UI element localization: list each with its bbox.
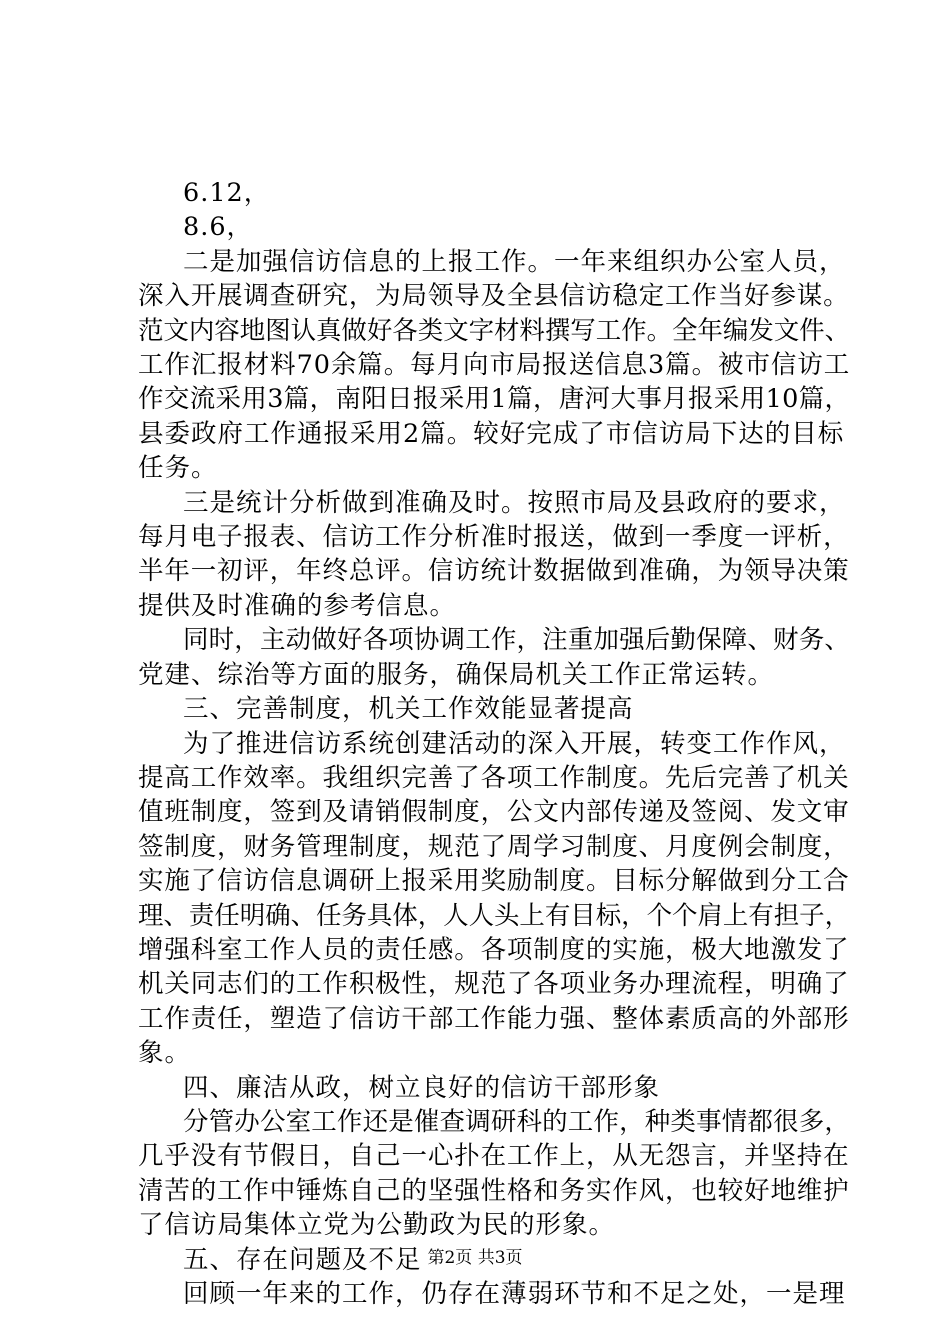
text-line: 工作汇报材料70余篇。每月向市局报送信息3篇。被市信访工 [138,350,851,381]
text-line: 6.12， [183,178,271,208]
text-line: 深入开展调查研究，为局领导及全县信访稳定工作当好参谋。 [138,281,850,312]
page-footer: 第2页 共3页 [427,1248,523,1268]
text-line: 半年一初评，年终总评。信访统计数据做到准确，为领导决策 [138,556,850,587]
text-line: 实施了信访信息调研上报采用奖励制度。目标分解做到分工合 [138,866,850,897]
paragraph [138,1105,850,1243]
text-line: 值班制度，签到及请销假制度，公文内部传递及签阅、发文审 [138,797,850,828]
text-line: 任务。 [138,453,218,484]
text-line: 四、廉洁从政，树立良好的信访干部形象 [183,1072,661,1103]
paragraph [138,1071,850,1105]
paragraph [138,486,850,624]
text-line: 理、责任明确、任务具体，人人头上有目标，个个肩上有担子， [138,900,851,931]
text-line: 签制度，财务管理制度，规范了周学习制度、月度例会制度， [138,831,850,862]
paragraph [138,692,850,726]
text-line: 增强科室工作人员的责任感。各项制度的实施，极大地激发了 [138,934,850,965]
text-line: 几乎没有节假日，自己一心扑在工作上，从无怨言，并坚持在 [138,1141,850,1172]
text-line: 机关同志们的工作积极性，规范了各项业务办理流程，明确了 [138,969,850,1000]
text-line: 范文内容地图认真做好各类文字材料撰写工作。全年编发文件、 [138,315,851,346]
text-line: 提供及时准确的参考信息。 [138,590,457,621]
text-line: 为了推进信访系统创建活动的深入开展，转变工作作风， [183,728,846,759]
text-line: 清苦的工作中锤炼自己的坚强性格和务实作风，也较好地维护 [138,1175,850,1206]
document-body [138,176,850,1311]
text-line: 8.6， [183,212,254,243]
paragraph [138,623,850,692]
text-line: 象。 [138,1038,192,1069]
text-line: 作交流采用3篇，南阳日报采用1篇，唐河大事月报采用10篇， [138,384,851,415]
paragraph [138,245,850,486]
text-line: 每月电子报表、信访工作分析准时报送，做到一季度一评析， [138,522,850,553]
text-line: 三是统计分析做到准确及时。按照市局及县政府的要求， [183,487,846,518]
paragraph [138,727,850,1071]
text-line: 提高工作效率。我组织完善了各项工作制度。先后完善了机关 [138,762,850,793]
paragraph [138,176,850,210]
text-line: 回顾一年来的工作，仍存在薄弱环节和不足之处，一是理 [183,1279,846,1309]
text-line: 二是加强信访信息的上报工作。一年来组织办公室人员， [183,246,846,277]
text-line: 县委政府工作通报采用2篇。较好完成了市信访局下达的目标 [138,418,845,449]
text-line: 党建、综治等方面的服务，确保局机关工作正常运转。 [138,659,775,690]
paragraph [138,210,850,244]
text-line: 同时，主动做好各项协调工作，注重加强后勤保障、财务、 [183,625,851,656]
paragraph [138,1277,850,1311]
text-line: 工作责任，塑造了信访干部工作能力强、整体素质高的外部形 [138,1003,850,1034]
text-line: 了信访局集体立党为公勤政为民的形象。 [138,1210,616,1241]
text-line: 三、完善制度，机关工作效能显著提高 [183,694,634,725]
text-line: 五、存在问题及不足 [183,1244,422,1275]
text-line: 分管办公室工作还是催查调研科的工作，种类事情都很多， [183,1106,851,1137]
